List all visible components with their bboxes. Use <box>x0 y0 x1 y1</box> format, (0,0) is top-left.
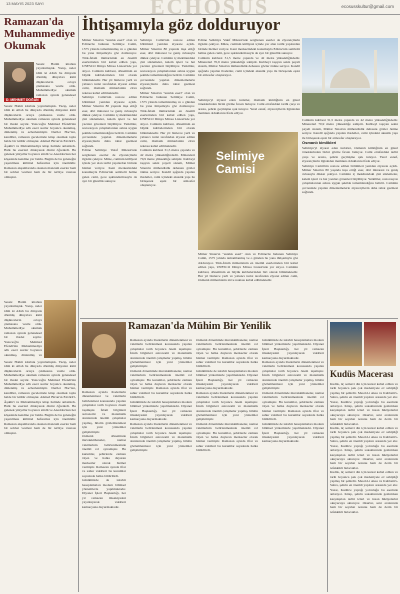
bilim-col-4: Günümüzde de takvim hesaplamaları modern bilimsel yöntemlerle yapılmaktadır. Diyanet İşleri Başkanlığı, her yıl ramazan imsakiyesini yayınlayarak vakitleri kamuoyuna duyurmaktadır. Ramazan ayında ibadetlerin düzenlenmesi ve vakitlerin belirlenmesi konusunda yapılan çalışmalar tarih boyunca önem taşımıştır. İslam bilginleri astronomi ve matematik alanlarında önemli çalışmalar yapmış, hilalin gözlemlenmesi için yeni yöntemler geliştirmiştir. Osmanlı döneminde muvakkithaneler, namaz vakitlerinin belirlenmesinde önemli rol oynamıştır. Bu kurumlar, şehirlerde zamanı ölçen ve halka duyuran merkezler olarak hizmet vermiştir. Ramazan ayında iftar ve sahur vakitleri bu kurumlar sayesinde halka bildirilirdi. Günümüzde de takvim hesaplamaları modern bilimsel yöntemlerle yapılmaktadır. Diyanet İşleri Başkanlığı, her yıl ramazan imsakiyesini yayınlayarak vakitleri kamuoyuna duyurmaktadır. <box>262 338 324 444</box>
book-illustration <box>44 300 76 358</box>
author-photo <box>4 62 34 98</box>
selimiye-photo <box>302 38 398 116</box>
bilim-photo-detail <box>92 334 116 358</box>
bilim-col-3: Osmanlı döneminde muvakkithaneler, namaz vakitlerinin belirlenmesinde önemli rol oynamıştır. Bu kurumlar, şehirlerde zamanı ölçen ve halka duyuran merkezler olarak hizmet vermiştir. Ramazan ayında iftar ve sahur vakitleri bu kurumlar sayesinde halka bildirilirdi. Günümüzde de takvim hesaplamaları modern bilimsel yöntemlerle yapılmaktadır. Diyanet İşleri Başkanlığı, her yıl ramazan imsakiyesini yayınlayarak vakitleri kamuoyuna duyurmaktadır. Ramazan ayında ibadetlerin düzenlenmesi ve vakitlerin belirlenmesi konusunda yapılan çalışmalar tarih boyunca önem taşımıştır. İslam bilginleri astronomi ve matematik alanlarında önemli çalışmalar yapmış, hilalin gözlemlenmesi için yeni yöntemler geliştirmiştir. Osmanlı döneminde muvakkithaneler, namaz vakitlerinin belirlenmesinde önemli rol oynamıştır. Bu kurumlar, şehirlerde zamanı ölçen ve halka duyuran merkezler olarak hizmet vermiştir. Ramazan ayında iftar ve sahur vakitleri bu kurumlar sayesinde halka bildirilirdi. <box>196 338 258 453</box>
bilim-col-2: Ramazan ayında ibadetlerin düzenlenmesi ve vakitlerin belirlenmesi konusunda yapılan çalışmalar tarih boyunca önem taşımıştır. İslam bilginleri astronomi ve matematik alanlarında önemli çalışmalar yapmış, hilalin gözlemlenmesi için yeni yöntemler geliştirmiştir. Osmanlı döneminde muvakkithaneler, namaz vakitlerinin belirlenmesinde önemli rol oynamıştır. Bu kurumlar, şehirlerde zamanı ölçen ve halka duyuran merkezler olarak hizmet vermiştir. Ramazan ayında iftar ve sahur vakitleri bu kurumlar sayesinde halka bildirilirdi. Günümüzde de takvim hesaplamaları modern bilimsel yöntemlerle yapılmaktadır. Diyanet İşleri Başkanlığı, her yıl ramazan imsakiyesini yayınlayarak vakitleri kamuoyuna duyurmaktadır. Ramazan ayında ibadetlerin düzenlenmesi ve vakitlerin belirlenmesi konusunda yapılan çalışmalar tarih boyunca önem taşımıştır. İslam bilginleri astronomi ve matematik alanlarında önemli çalışmalar yapmış, hilalin gözlemlenmesi için yeni yöntemler geliştirmiştir. <box>130 338 192 453</box>
minaret-right <box>374 50 377 98</box>
section-rule <box>80 318 398 319</box>
ramazan-body-3: Sessiz Hatim kitabını yayınlamıştık. Yazıp, neler idim ki Allah bu dünyada dönmüş dünyaları kimi düşüncelerin ortaya çıkmasına vesile oldu. Muhammediye okumak ramazan ayında geleneksel bir ibadet sayılır. Yazıcıoğlu Mehmed Efendi'nin Muhammediye adlı eseri asırlar boyunca okunmuş, dinlenmiş ve ezberlenmiştir. Dertler Hac'ları, kandiller, ramazan gecelerinde kitap okumak toplu halde bir kültür olmuştur. Ahmed Bîcan'ın Envârü'l-Âşıkîn'i ve Muhammediye kitap halinde anlatılırdı. Halk bu eserleri dinleyerek dinini öğrenirdi. Bu gelenek yüzyıllar boyunca sürdü ve Anadolu'nun her köşesinde kendine yer buldu. Bugün de bu geleneğin yaşatılması kültürel hafızamız için önemlidir. Ramazan akşamlarında okunan manzum eserler hem bir sohbet vesilesi hem de bir terbiye vasıtası olmuştur. <box>4 360 76 435</box>
newspaper-logo: ECHOSUS <box>150 0 270 19</box>
column-rule-left <box>78 16 79 592</box>
column-rule-right <box>327 320 328 592</box>
dome-shape <box>330 68 370 88</box>
author-face <box>12 68 26 82</box>
ramazan-headline: Ramazan'da Muhammediye Okumak <box>4 16 75 52</box>
masthead <box>0 0 400 19</box>
kudus-headline: Kudüs Macerası <box>330 369 394 379</box>
ramazan-intro: Sessiz Hatim kitabını yayınlamıştık. Yazıp, neler idim ki Allah bu dünyada dönmüş dünyaları kimi düşüncelerin ortaya çıkmasına vesile oldu. Muhammediye okumak ramazan ayında geleneksel <box>36 62 76 97</box>
photo-label: Selimiye Camisi <box>216 149 265 176</box>
subhead: Osmanlı kimlikleri <box>302 140 337 146</box>
book-cover-2 <box>364 322 396 366</box>
kudus-body: Kudüs, üç semavi din için kutsal kabul edilen ve tarih boyunca pek çok medeniyete ev sahipliği yapmış bir şehirdir. Mescid-i Aksa ve Kubbetü's-Sahra, şehrin en önemli yapıları arasında yer alır. Yazar, Kudüs'e yaptığı yolculuğu bu eserinde anlatıyor. Kitap, şehrin sokaklarında gezinirken karşılaşılan tarihi izleri ve insan hikâyelerini okuyucuya aktarıyor. Okurlar, satır aralarında hem bir seyahat notunu hem de derin bir tefekkürü bulacaklar. Kudüs, üç semavi din için kutsal kabul edilen ve tarih boyunca pek çok medeniyete ev sahipliği yapmış bir şehirdir. Mescid-i Aksa ve Kubbetü's-Sahra, şehrin en önemli yapıları arasında yer alır. Yazar, Kudüs'e yaptığı yolculuğu bu eserinde anlatıyor. Kitap, şehrin sokaklarında gezinirken karşılaşılan tarihi izleri ve insan hikâyelerini okuyucuya aktarıyor. Okurlar, satır aralarında hem bir seyahat notunu hem de derin bir tefekkürü bulacaklar. Kudüs, üç semavi din için kutsal kabul edilen ve tarih boyunca pek çok medeniyete ev sahipliği yapmış bir şehirdir. Mescid-i Aksa ve Kubbetü's-Sahra, şehrin en önemli yapıları arasında yer alır. Yazar, Kudüs'e yaptığı yolculuğu bu eserinde anlatıyor. Kitap, şehrin sokaklarında gezinirken karşılaşılan tarihi izleri ve insan hikâyelerini okuyucuya aktarıyor. Okurlar, satır aralarında hem bir seyahat notunu hem de derin bir tefekkürü bulacaklar. <box>330 382 398 514</box>
ramazan-headline-box <box>4 16 76 60</box>
contact-email: ecosusskultur@gmail.com <box>341 4 394 9</box>
book-cover-1 <box>330 322 362 366</box>
bilim-headline: Ramazan'da Mühim Bir Yenilik <box>128 321 272 332</box>
ihtisam-col-3b: Selimiye'yi ziyaret eden turistler, Osmanlı kimliğinin en güzel örneklerinden birini görme fırsatı buluyor. Cami etrafındaki tarihi çarşı ve arasta, şehrin geçmişine ışık tutuyor. Yerel esnaf, ziyaretçilerin ilgisinden memnun olduklarını ifade ediyor. <box>198 98 300 116</box>
ihtisam-col-3c: Mimar Sinan'ın "ustalık eseri" olan ve Edirne'de bulunan Selimiye Camii, 1575 yılında tamamlanmış ve o günden bu yana ihtişamıyla göz dolduruyor. Türk-İslam mimarisinin en önemli eserlerinden biri kabul edilen yapı, UNESCO Dünya Mirası Listesi'nde yer alıyor. Caminin kubbesi, döneminin en büyük kubbelerinden biri olarak bilinmektedir. Her yıl binlerce yerli ve yabancı turist tarafından ziyaret edilen cami, Osmanlı mimarisinin zirve noktası kabul edilmektedir. <box>198 252 298 283</box>
ihtisam-col-3: Edirne Selimiye Vakıf Müzesi'nde sergilenen eserler de ziyaretçilerin ilgisini çekiyor. Müze, caminin külliyesi içinde yer alan tarihi yapılardan birinde hizmet veriyor. Kent merkezindeki konumuyla Edirne'nin sembolü haline gelen cami, gece ışıklandırmasıyla da ayrı bir güzellik sunuyor. Caminin kubbesi 31,5 metre çapında ve 42 metre yüksekliğindedir. Minareleri 70,9 metre yüksekliğe sahiptir. Kubbeyi taşıyan sekiz payeli sistem, Mimar Sinan'ın mühendislik dehasını gözler önüne seriyor. Kandil ışığında yapılan ibadetler, cami içindeki akustik yapı ile birleşerek eşsiz bir atmosfer oluşturuyor. <box>198 38 300 78</box>
ihtisam-col-2: Selimiye Camii'nin restore edilen bölümleri yeniden ziyarete açıldı. Mimar Sinan'ın 80 yaşında inşa ettiği eser, dört minaresi ve geniş avlusuyla dikkat çekiyor. Caminin iç mekânındaki çini süslemeler, kalem işleri ve hat yazıları görenleri büyülüyor. Yetkililer, restorasyon çalışmalarının aslına uygun şekilde tamamlandığını belirtti. Caminin çevresinde yapılan düzenlemelerle ziyaretçilerin daha rahat gezmesi sağlandı. Mimar Sinan'ın "ustalık eseri" olan ve Edirne'de bulunan Selimiye Camii, 1575 yılında tamamlanmış ve o günden bu yana ihtişamıyla göz dolduruyor. Türk-İslam mimarisinin en önemli eserlerinden biri kabul edilen yapı, UNESCO Dünya Mirası Listesi'nde yer alıyor. Caminin kubbesi, döneminin en büyük kubbelerinden biri olarak bilinmektedir. Her yıl binlerce yerli ve yabancı turist tarafından ziyaret edilen cami, Osmanlı mimarisinin zirve noktası kabul edilmektedir. Caminin kubbesi 31,5 metre çapında ve 42 metre yüksekliğindedir. Minareleri 70,9 metre yüksekliğe sahiptir. Kubbeyi taşıyan sekiz payeli sistem, Mimar Sinan'ın mühendislik dehasını gözler önüne seriyor. Kandil ışığında yapılan ibadetler, cami içindeki akustik yapı ile birleşerek eşsiz bir atmosfer oluşturuyor. <box>140 38 195 188</box>
bilim-photo <box>82 322 126 388</box>
ihtisam-headline-box <box>82 15 398 37</box>
ramazan-body-2: Sessiz Hatim kitabını yayınlamıştık. Yazıp, neler idim ki Allah bu dünyada dönmüş dünyaları kimi düşüncelerin ortaya çıkmasına vesile oldu. Muhammediye okumak ramazan ayında geleneksel bir ibadet sayılır. Yazıcıoğlu Mehmed Efendi'nin Muhammediye adlı eseri asırlar boyunca okunmuş, dinlenmiş ve <box>4 300 42 357</box>
minaret-left <box>322 50 325 98</box>
selimiye-interior-photo <box>198 132 298 250</box>
bilim-col-1: Ramazan ayında ibadetlerin düzenlenmesi ve vakitlerin belirlenmesi konusunda yapılan çalışmalar tarih boyunca önem taşımıştır. İslam bilginleri astronomi ve matematik alanlarında önemli çalışmalar yapmış, hilalin gözlemlenmesi için yeni yöntemler geliştirmiştir. Osmanlı döneminde muvakkithaneler, namaz vakitlerinin belirlenmesinde önemli rol oynamıştır. Bu kurumlar, şehirlerde zamanı ölçen ve halka duyuran merkezler olarak hizmet vermiştir. Ramazan ayında iftar ve sahur vakitleri bu kurumlar sayesinde halka bildirilirdi. Günümüzde de takvim hesaplamaları modern bilimsel yöntemlerle yapılmaktadır. Diyanet İşleri Başkanlığı, her yıl ramazan imsakiyesini yayınlayarak vakitleri kamuoyuna duyurmaktadır. <box>82 390 126 509</box>
ihtisam-headline: İhtişamıyla göz dolduruyor <box>82 15 281 34</box>
ihtisam-col-4: Caminin kubbesi 31,5 metre çapında ve 42 metre yüksekliğindedir. Minareleri 70,9 metre yüksekliğe sahiptir. Kubbeyi taşıyan sekiz payeli sistem, Mimar Sinan'ın mühendislik dehasını gözler önüne seriyor. Kandil ışığında yapılan ibadetler, cami içindeki akustik yapı ile birleşerek eşsiz bir atmosfer oluşturuyor. Osmanlı kimlikleri Selimiye'yi ziyaret eden turistler, Osmanlı kimliğinin en güzel örneklerinden birini görme fırsatı buluyor. Cami etrafındaki tarihi çarşı ve arasta, şehrin geçmişine ışık tutuyor. Yerel esnaf, ziyaretçilerin ilgisinden memnun olduklarını ifade ediyor. Selimiye Camii'nin restore edilen bölümleri yeniden ziyarete açıldı. Mimar Sinan'ın 80 yaşında inşa ettiği eser, dört minaresi ve geniş avlusuyla dikkat çekiyor. Caminin iç mekânındaki çini süslemeler, kalem işleri ve hat yazıları görenleri büyülüyor. Yetkililer, restorasyon çalışmalarının aslına uygun şekilde tamamlandığını belirtti. Caminin çevresinde yapılan düzenlemelerle ziyaretçilerin daha rahat gezmesi sağlandı. <box>302 118 398 195</box>
issue-info: 13 MAYIS 2023 SAYI <box>6 1 44 6</box>
author-name: D. MEHMET DOĞAN <box>6 98 39 102</box>
bilim-headline-box <box>128 320 328 336</box>
ground <box>302 93 398 116</box>
ramazan-body: Sessiz Hatim kitabını yayınlamıştık. Yazıp, neler idim ki Allah bu dünyada dönmüş dünyaları kimi düşüncelerin ortaya çıkmasına vesile oldu. Muhammediye okumak ramazan ayında geleneksel bir ibadet sayılır. Yazıcıoğlu Mehmed Efendi'nin Muhammediye adlı eseri asırlar boyunca okunmuş, dinlenmiş ve ezberlenmiştir. Dertler Hac'ları, kandiller, ramazan gecelerinde kitap okumak toplu halde bir kültür olmuştur. Ahmed Bîcan'ın Envârü'l-Âşıkîn'i ve Muhammediye kitap halinde anlatılırdı. Halk bu eserleri dinleyerek dinini öğrenirdi. Bu gelenek yüzyıllar boyunca sürdü ve Anadolu'nun her köşesinde kendine yer buldu. Bugün de bu geleneğin yaşatılması kültürel hafızamız için önemlidir. Ramazan akşamlarında okunan manzum eserler hem bir sohbet vesilesi hem de bir terbiye vasıtası olmuştur. <box>4 104 76 179</box>
ihtisam-col-1: Mimar Sinan'ın "ustalık eseri" olan ve Edirne'de bulunan Selimiye Camii, 1575 yılında tamamlanmış ve o günden bu yana ihtişamıyla göz dolduruyor. Türk-İslam mimarisinin en önemli eserlerinden biri kabul edilen yapı, UNESCO Dünya Mirası Listesi'nde yer alıyor. Caminin kubbesi, döneminin en büyük kubbelerinden biri olarak bilinmektedir. Her yıl binlerce yerli ve yabancı turist tarafından ziyaret edilen cami, Osmanlı mimarisinin zirve noktası kabul edilmektedir. Selimiye Camii'nin restore edilen bölümleri yeniden ziyarete açıldı. Mimar Sinan'ın 80 yaşında inşa ettiği eser, dört minaresi ve geniş avlusuyla dikkat çekiyor. Caminin iç mekânındaki çini süslemeler, kalem işleri ve hat yazıları görenleri büyülüyor. Yetkililer, restorasyon çalışmalarının aslına uygun şekilde tamamlandığını belirtti. Caminin çevresinde yapılan düzenlemelerle ziyaretçilerin daha rahat gezmesi sağlandı. Edirne Selimiye Vakıf Müzesi'nde sergilenen eserler de ziyaretçilerin ilgisini çekiyor. Müze, caminin külliyesi içinde yer alan tarihi yapılardan birinde hizmet veriyor. Kent merkezindeki konumuyla Edirne'nin sembolü haline gelen cami, gece ışıklandırmasıyla da ayrı bir güzellik sunuyor. <box>82 38 137 183</box>
